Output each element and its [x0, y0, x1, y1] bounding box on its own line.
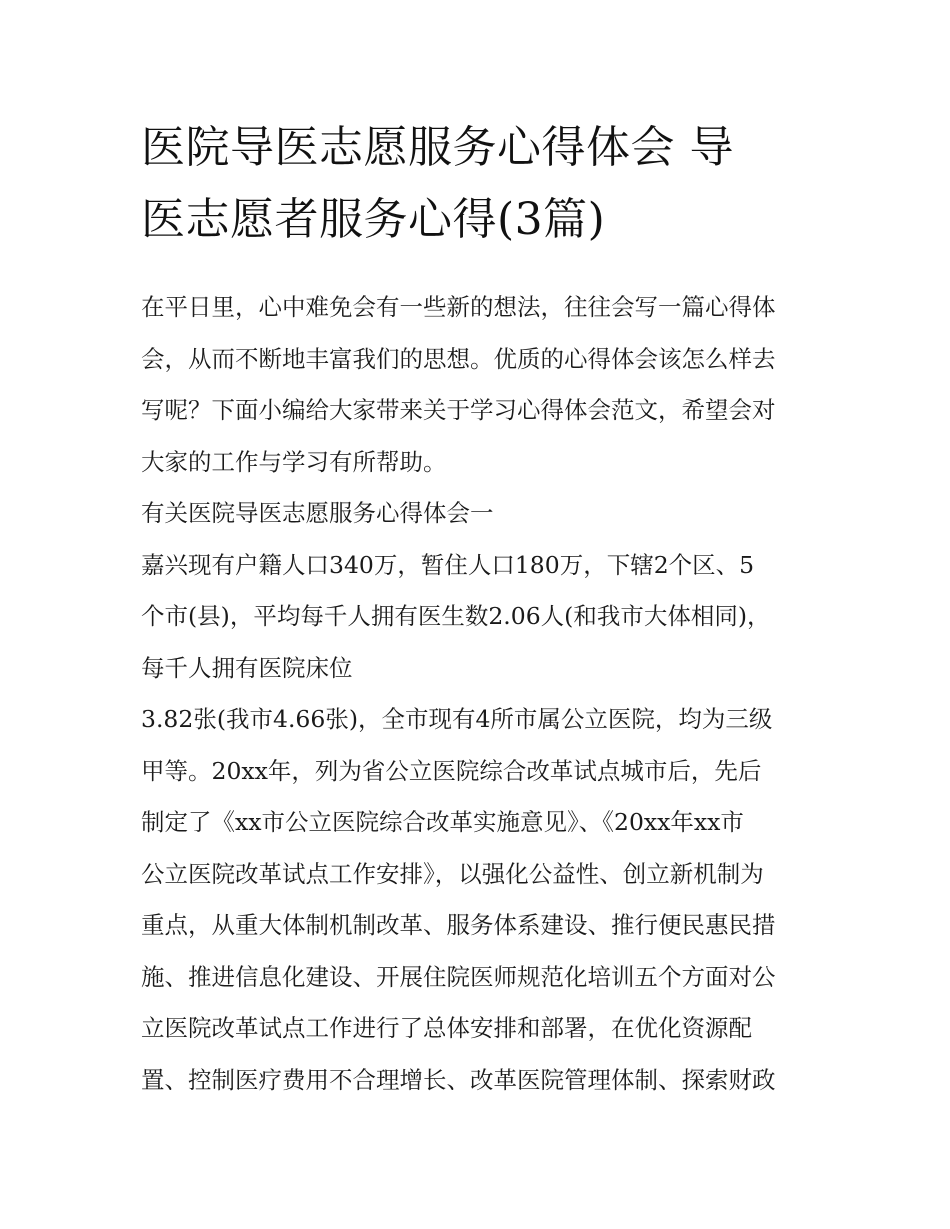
document-body	[141, 282, 821, 1106]
text-line: 重点，从重大体制机制改革、服务体系建设、推行便民惠民措	[141, 911, 776, 939]
title-line: 医志愿者服务心得(3篇)	[141, 194, 606, 245]
title-line: 医院导医志愿服务心得体会 导	[141, 122, 734, 173]
text-line: 个市(县)，平均每千人拥有医生数2.06人(和我市大体相同)，	[141, 602, 771, 630]
text-line: 甲等。20xx年，列为省公立医院综合改革试点城市后，先后	[141, 756, 762, 785]
text-line: 立医院改革试点工作进行了总体安排和部署，在优化资源配	[141, 1014, 752, 1042]
text-line: 置、控制医疗费用不合理增长、改革医院管理体制、探索财政	[141, 1065, 776, 1094]
text-line: 写呢？下面小编给大家带来关于学习心得体会范文，希望会对	[141, 396, 776, 424]
text-line: 在平日里，心中难免会有一些新的想法，往往会写一篇心得体	[141, 293, 776, 321]
text-line: 3.82张(我市4.66张)，全市现有4所市属公立医院，均为三级	[141, 705, 773, 733]
text-line: 公立医院改革试点工作安排》，以强化公益性、创立新机制为	[141, 859, 764, 888]
text-line: 大家的工作与学习有所帮助。	[141, 447, 447, 476]
text-line: 制定了《xx市公立医院综合改革实施意见》、《20xx年xx市	[141, 808, 744, 836]
text-line: 每千人拥有医院床位	[141, 653, 353, 682]
document-title	[141, 112, 821, 256]
text-line: 会，从而不断地丰富我们的思想。优质的心得体会该怎么样去	[141, 344, 776, 373]
text-line: 嘉兴现有户籍人口340万，暂住人口180万，下辖2个区、5	[141, 550, 755, 579]
text-line: 施、推进信息化建设、开展住院医师规范化培训五个方面对公	[141, 962, 776, 991]
section-heading: 有关医院导医志愿服务心得体会一	[141, 499, 494, 527]
